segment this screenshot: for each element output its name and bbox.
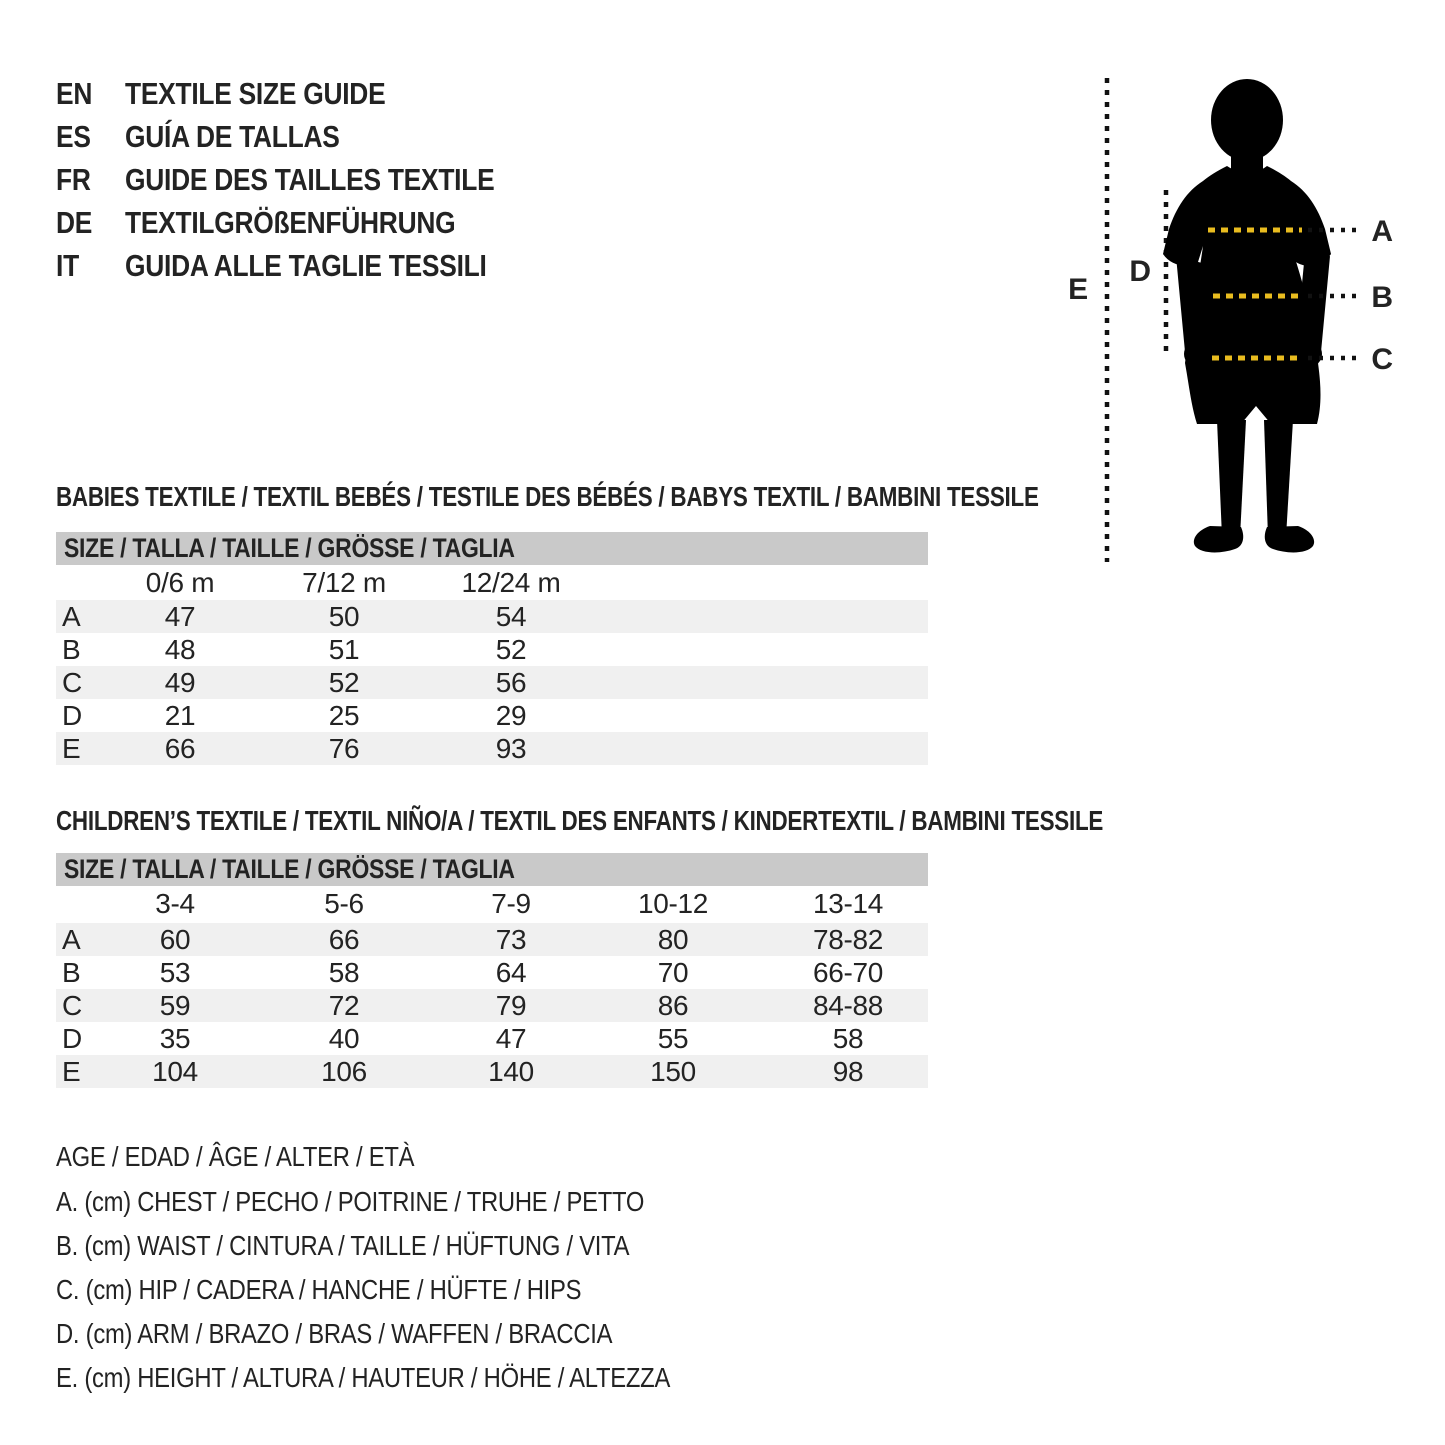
row-label: B [62,956,81,988]
column-header: 5-6 [324,887,364,919]
language-row [56,115,377,158]
silhouette-right-arm [1296,256,1330,352]
size-cell: 76 [328,732,360,764]
size-cell: 80 [657,923,689,955]
children-column-header-row [56,886,928,919]
hip-label: C [1371,343,1393,376]
size-cell: 78-82 [812,923,884,955]
row-label: C [62,666,82,698]
size-cell: 51 [328,633,360,665]
row-label: B [62,633,81,665]
size-cell: 60 [159,923,191,955]
size-cell: 64 [495,956,527,988]
size-cell: 59 [159,989,191,1021]
language-code: DE [56,204,93,240]
size-cell: 25 [328,699,360,731]
size-cell: 55 [657,1022,689,1054]
language-row [56,72,431,115]
column-header: 7/12 m [302,566,386,598]
size-cell: 21 [164,699,196,731]
language-title: GUIDE DES TAILLES TEXTILE [125,161,495,197]
column-header: 0/6 m [145,566,215,598]
babies-row-C [56,666,928,699]
children-row-B [56,956,928,989]
row-label: D [62,1022,82,1054]
size-cell: 66 [328,923,360,955]
size-cell: 48 [164,633,196,665]
language-row [56,158,560,201]
size-cell: 98 [832,1055,864,1087]
children-row-D [56,1022,928,1055]
size-cell: 140 [488,1055,534,1087]
row-label: E [62,1055,81,1087]
arm-label: D [1129,255,1151,288]
legend-item-waist: B. (cm) WAIST / CINTURA / TAILLE / HÜFTUNG / VITA [56,1230,630,1261]
size-cell: 40 [328,1022,360,1054]
height-label: E [1068,273,1088,306]
legend-age-line: AGE / EDAD / ÂGE / ALTER / ETÀ [56,1141,415,1172]
children-row-A [56,923,928,956]
size-cell: 52 [495,633,527,665]
babies-row-A [56,600,928,633]
size-cell: 79 [495,989,527,1021]
babies-table [56,532,928,765]
legend-item-chest: A. (cm) CHEST / PECHO / POITRINE / TRUHE / PETTO [56,1186,645,1217]
language-title: GUÍA DE TALLAS [125,118,340,154]
size-cell: 93 [495,732,527,764]
language-row [56,201,514,244]
column-header: 13-14 [812,887,884,919]
children-size-header-bar: SIZE / TALLA / TAILLE / GRÖSSE / TAGLIA [56,853,928,886]
size-cell: 47 [164,600,196,632]
silhouette-shorts [1185,363,1321,424]
legend-item-height: E. (cm) HEIGHT / ALTURA / HAUTEUR / HÖHE / ALTEZZA [56,1362,671,1393]
column-header: 10-12 [637,887,709,919]
size-cell: 73 [495,923,527,955]
children-row-E [56,1055,928,1088]
size-cell: 50 [328,600,360,632]
size-cell: 47 [495,1022,527,1054]
legend-item-arm: D. (cm) ARM / BRAZO / BRAS / WAFFEN / BRACCIA [56,1318,613,1349]
size-cell: 58 [328,956,360,988]
size-cell: 54 [495,600,527,632]
size-cell: 84-88 [812,989,884,1021]
babies-row-D [56,699,928,732]
row-label: A [62,923,81,955]
legend-item-hip: C. (cm) HIP / CADERA / HANCHE / HÜFTE / HIPS [56,1274,582,1305]
babies-section-title: BABIES TEXTILE / TEXTIL BEBÉS / TESTILE DES BÉBÉS / BABYS TEXTIL / BAMBINI TESSILE [56,481,1039,512]
size-cell: 29 [495,699,527,731]
size-cell: 52 [328,666,360,698]
silhouette-left-shoe [1194,526,1243,552]
language-code: EN [56,75,93,111]
silhouette-right-leg [1264,420,1293,537]
silhouette-left-leg [1217,420,1246,537]
column-header: 3-4 [155,887,195,919]
language-code: IT [56,247,79,283]
size-cell: 49 [164,666,196,698]
language-title: TEXTILGRÖßENFÜHRUNG [125,204,456,240]
size-cell: 150 [650,1055,696,1087]
chest-label: A [1371,215,1393,248]
language-row [56,244,550,287]
size-cell: 66 [164,732,196,764]
language-title: GUIDA ALLE TAGLIE TESSILI [125,247,487,283]
language-code: ES [56,118,91,154]
children-table [56,853,928,1089]
size-cell: 58 [832,1022,864,1054]
row-label: A [62,600,81,632]
babies-column-header-row [56,565,928,598]
size-cell: 66-70 [812,956,884,988]
silhouette-right-shoe [1265,526,1314,552]
size-cell: 86 [657,989,689,1021]
babies-size-header-bar: SIZE / TALLA / TAILLE / GRÖSSE / TAGLIA [56,532,928,565]
waist-label: B [1371,281,1393,314]
row-label: C [62,989,82,1021]
babies-row-B [56,633,928,666]
column-header: 12/24 m [461,566,561,598]
size-cell: 72 [328,989,360,1021]
children-section-title: CHILDREN’S TEXTILE / TEXTIL NIÑO/A / TEXTIL DES ENFANTS / KINDERTEXTIL / BAMBINI TESSILE [56,805,1104,836]
language-title: TEXTILE SIZE GUIDE [125,75,386,111]
children-row-C [56,989,928,1022]
size-cell: 104 [152,1055,198,1087]
language-code: FR [56,161,91,197]
size-cell: 35 [159,1022,191,1054]
column-header: 7-9 [491,887,531,919]
size-cell: 70 [657,956,689,988]
babies-row-E [56,732,928,765]
row-label: E [62,732,81,764]
size-cell: 53 [159,956,191,988]
size-cell: 106 [321,1055,367,1087]
size-cell: 56 [495,666,527,698]
row-label: D [62,699,82,731]
